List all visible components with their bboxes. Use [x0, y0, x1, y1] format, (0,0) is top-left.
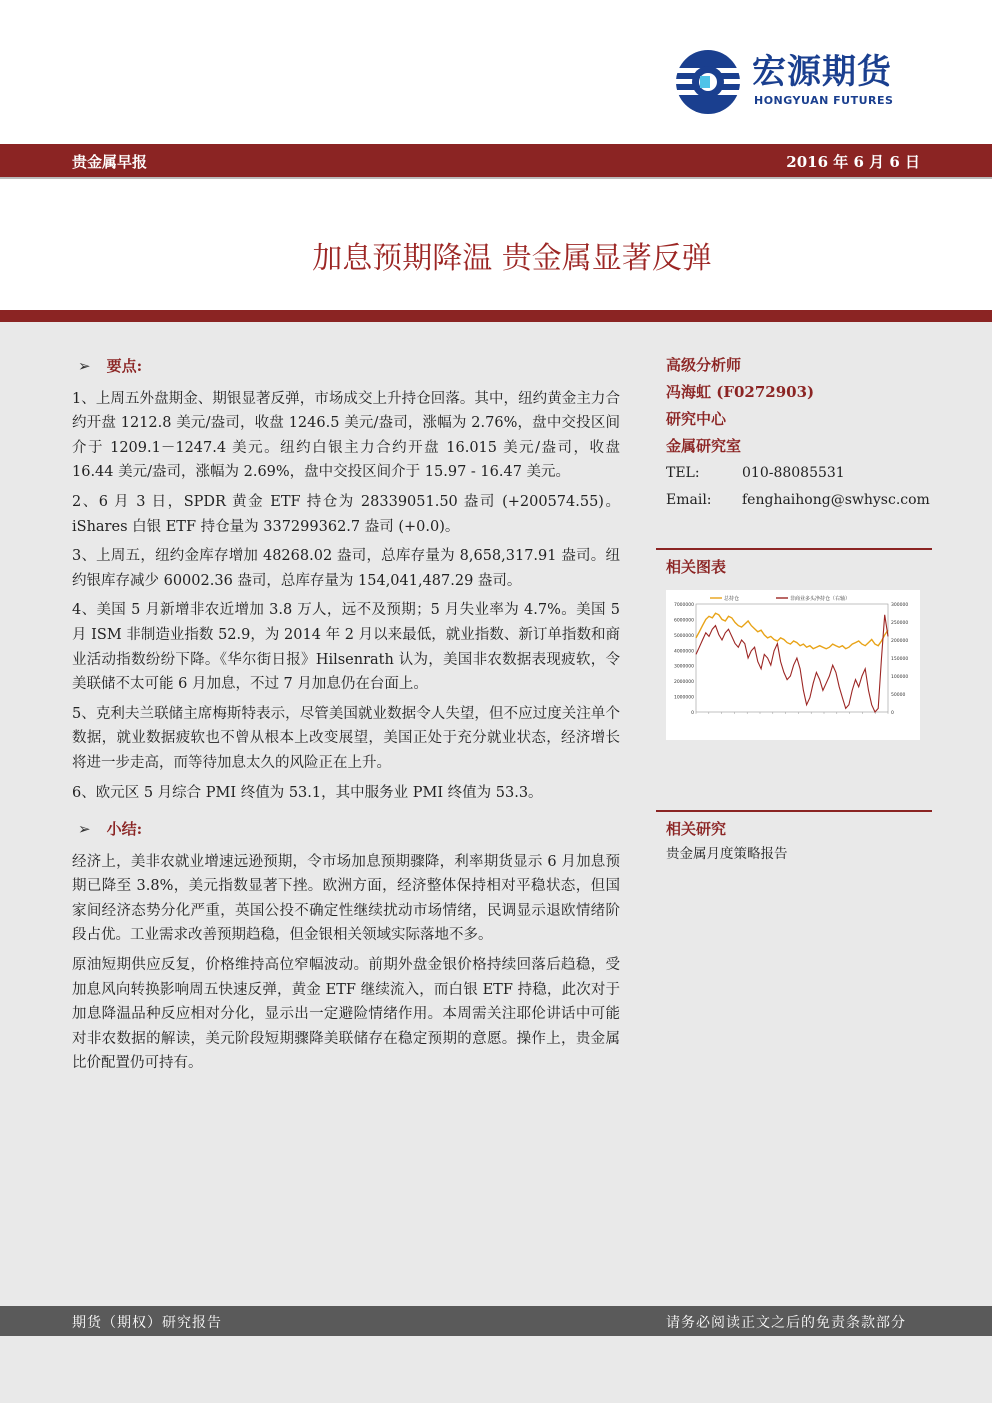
analyst-tel	[666, 460, 934, 487]
hongyuan-logo-icon	[672, 46, 744, 118]
y-right-tick-label: 100000	[891, 675, 909, 680]
series-line-2	[696, 615, 888, 712]
tel-label: TEL:	[666, 465, 700, 481]
footer-background	[0, 1336, 992, 1403]
y-right-tick-label: 50000	[891, 693, 906, 698]
arrow-bullet-icon: ➢	[78, 820, 91, 839]
footer-bar	[0, 1306, 992, 1336]
related-research-item[interactable]: 贵金属月度策略报告	[666, 846, 788, 862]
report-date: 2016 年 6 月 6 日	[786, 153, 920, 171]
key-point-5: 5、克利夫兰联储主席梅斯特表示，尽管美国就业数据令人失望，但不应过度关注单个数据，就业数据疲软也不曾从根本上改变展望，美国正处于充分就业状态，经济增长将进一步走高，而等待加息太久的风险正在上升。	[72, 705, 620, 771]
analyst-role: 高级分析师	[666, 356, 742, 374]
key-point-1: 1、上周五外盘期金、期银显著反弹，市场成交上升持仓回落。其中，纽约黄金主力合约开盘 1212.8 美元/盎司，收盘 1246.5 美元/盎司，涨幅为 2.76%，盘中交投区间介于 1209.1－1247.4 美元。纽约白银主力合约开盘 16.015 美元/盎司，收盘 16.44 美元/盎司，涨幅为 2.69%，盘中交投区间介于 15.97 - 16.47 美元。	[72, 390, 620, 481]
main-content	[72, 342, 620, 1081]
analyst-info	[666, 352, 934, 514]
tel-value: 010-88085531	[742, 465, 845, 481]
y-right-tick-label: 0	[891, 711, 894, 716]
chart-svg	[666, 590, 920, 740]
footer-right-text: 请务必阅读正文之后的免责条款部分	[666, 1315, 906, 1331]
series-line-1	[696, 613, 888, 648]
y-left-tick-label: 6000000	[673, 618, 694, 624]
email-value[interactable]: fenghaihong@swhysc.com	[742, 492, 930, 508]
y-right-tick-label: 150000	[891, 657, 909, 662]
report-title: 加息预期降温 贵金属显著反弹	[312, 241, 712, 276]
report-type: 贵金属早报	[72, 153, 148, 171]
y-left-tick-label: 0	[691, 711, 694, 716]
key-point-2: 2、6 月 3 日，SPDR 黄金 ETF 持仓为 28339051.50 盎司 (+200574.55)。iShares 白银 ETF 持仓量为 337299362.7 盎司 (+0.0)。	[72, 493, 620, 535]
arrow-bullet-icon: ➢	[78, 357, 91, 375]
y-left-tick-label: 2000000	[673, 680, 694, 686]
key-points-heading: ➢ 要点:	[78, 357, 143, 375]
position-chart	[666, 590, 920, 740]
analyst-name: 冯海虹 (F0272903)	[666, 383, 815, 401]
y-left-tick-label: 1000000	[673, 695, 694, 701]
analyst-subdept: 金属研究室	[666, 437, 742, 455]
key-point-3: 3、上周五，纽约金库存增加 48268.02 盎司，总库存量为 8,658,317.91 盎司。纽约银库存减少 60002.36 盎司，总库存量为 154,041,487.29 盎司。	[72, 548, 620, 589]
related-research-heading: 相关研究	[656, 810, 932, 839]
summary-paragraph-1: 经济上，美非农就业增速远逊预期，令市场加息预期骤降，利率期货显示 6 月加息预期已降至 3.8%，美元指数显著下挫。欧洲方面，经济整体保持相对平稳状态，但国家间经济态势分化严重，英国公投不确定性继续扰动市场情绪，民调显示退欧情绪阶段占优。工业需求改善预期趋稳，但金银相关领域实际落地不多。	[72, 853, 620, 944]
related-chart-heading: 相关图表	[656, 548, 932, 577]
title-divider-bar	[0, 310, 992, 322]
summary-paragraph-2: 原油短期供应反复，价格维持高位窄幅波动。前期外盘金银价格持续回落后趋稳，受加息风向转换影响周五快速反弹，黄金 ETF 继续流入，而白银 ETF 持稳，此次对于加息降温品种反应相对分化，显示出一定避险情绪作用。本周需关注耶伦讲话中可能对非农数据的解读，美元阶段短期骤降美联储存在稳定预期的意愿。操作上，贵金属比价配置仍可持有。	[72, 957, 620, 1072]
title-area	[0, 179, 992, 309]
key-point-4: 4、美国 5 月新增非农近增加 3.8 万人，远不及预期；5 月失业率为 4.7%。美国 5 月 ISM 非制造业指数 52.9，为 2014 年 2 月以来最低，就业指数、新订单指数和商业活动指数纷纷下降。《华尔街日报》Hilsenrath 认为，美国非农数据表现疲软，令美联储不太可能 6 月加息，不过 7 月加息仍在台面上。	[72, 602, 620, 693]
analyst-email	[666, 487, 934, 514]
y-left-tick-label: 4000000	[673, 649, 694, 655]
y-left-tick-label: 5000000	[673, 633, 694, 639]
legend-label-1: 总持仓	[724, 596, 740, 602]
report-header-bar	[0, 144, 992, 177]
email-label: Email:	[666, 492, 712, 508]
legend-label-2: 非商业多头净持仓（右轴）	[790, 596, 851, 602]
key-point-6: 6、欧元区 5 月综合 PMI 终值为 53.1，其中服务业 PMI 终值为 53.3。	[72, 784, 543, 801]
logo-text-en: HONGYUAN FUTURES	[754, 94, 894, 107]
y-right-tick-label: 250000	[891, 621, 909, 626]
company-logo	[672, 46, 932, 116]
logo-text-cn: 宏源期货	[752, 52, 892, 92]
y-left-tick-label: 3000000	[673, 664, 694, 670]
y-right-tick-label: 200000	[891, 639, 909, 644]
footer-left-text: 期货（期权）研究报告	[72, 1315, 222, 1331]
analyst-dept: 研究中心	[666, 410, 727, 428]
y-left-tick-label: 7000000	[673, 603, 694, 608]
summary-heading: ➢ 小结:	[78, 820, 143, 839]
y-right-tick-label: 300000	[891, 603, 909, 608]
